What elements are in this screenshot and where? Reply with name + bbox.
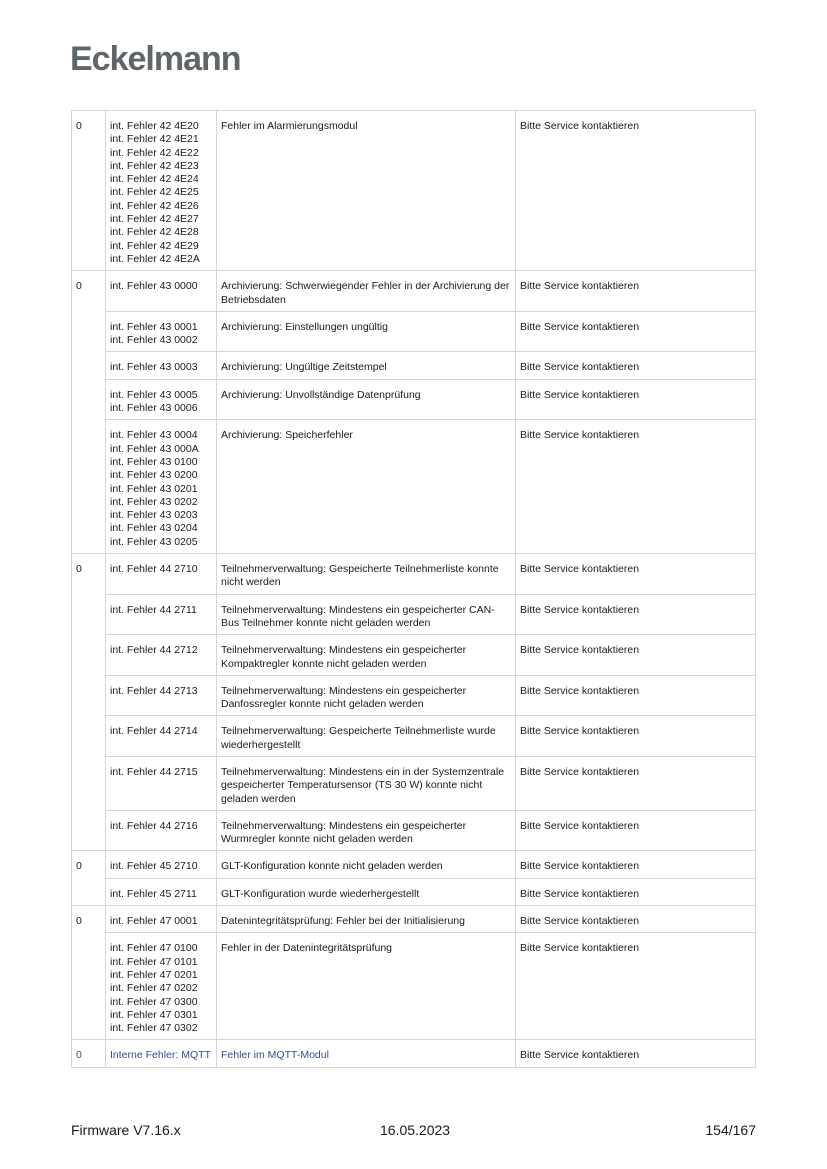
table-row bbox=[72, 1040, 756, 1067]
error-code: int. Fehler 44 2712 bbox=[110, 644, 198, 657]
priority-cell: 0 bbox=[72, 111, 106, 271]
error-code: int. Fehler 43 000A bbox=[110, 442, 199, 455]
action-cell: Bitte Service kontaktieren bbox=[516, 756, 756, 810]
error-code-cell bbox=[106, 594, 217, 635]
error-code: int. Fehler 44 2713 bbox=[110, 684, 198, 697]
error-code-cell bbox=[106, 111, 217, 271]
description-cell: Archivierung: Speicherfehler bbox=[217, 420, 516, 554]
table-row bbox=[72, 851, 756, 878]
error-code: int. Fehler 43 0005 bbox=[110, 388, 198, 401]
error-code: int. Fehler 47 0301 bbox=[110, 1008, 198, 1021]
table-row bbox=[72, 420, 756, 554]
error-code: int. Fehler 43 0201 bbox=[110, 482, 198, 495]
action-cell: Bitte Service kontaktieren bbox=[516, 810, 756, 851]
error-code: int. Fehler 44 2714 bbox=[110, 725, 198, 738]
error-code-cell bbox=[106, 352, 217, 379]
table-row bbox=[72, 111, 756, 271]
error-code-cell bbox=[106, 810, 217, 851]
table-row bbox=[72, 716, 756, 757]
description-cell[interactable]: Fehler im MQTT-Modul bbox=[217, 1040, 516, 1067]
error-code-cell bbox=[106, 878, 217, 905]
error-code: int. Fehler 47 0101 bbox=[110, 955, 198, 968]
action-cell: Bitte Service kontaktieren bbox=[516, 311, 756, 352]
table-row bbox=[72, 352, 756, 379]
description-cell: Archivierung: Unvollständige Datenprüfung bbox=[217, 379, 516, 420]
error-code: int. Fehler 44 2716 bbox=[110, 819, 198, 832]
error-code[interactable]: Interne Fehler: MQTT bbox=[110, 1049, 211, 1062]
error-code: int. Fehler 47 0001 bbox=[110, 915, 198, 928]
description-cell: Fehler im Alarmierungsmodul bbox=[217, 111, 516, 271]
error-code: int. Fehler 43 0100 bbox=[110, 455, 198, 468]
error-code: int. Fehler 43 0004 bbox=[110, 429, 198, 442]
description-cell: Archivierung: Einstellungen ungültig bbox=[217, 311, 516, 352]
error-code: int. Fehler 43 0202 bbox=[110, 495, 198, 508]
error-code: int. Fehler 47 0100 bbox=[110, 942, 198, 955]
error-code-cell bbox=[106, 716, 217, 757]
error-code: int. Fehler 42 4E21 bbox=[110, 133, 199, 146]
table-row bbox=[72, 906, 756, 933]
description-cell: Teilnehmerverwaltung: Mindestens ein gespeicherter Wurmregler konnte nicht geladen werden bbox=[217, 810, 516, 851]
error-code: int. Fehler 45 2710 bbox=[110, 860, 198, 873]
error-code: int. Fehler 42 4E24 bbox=[110, 173, 199, 186]
priority-cell: 0 bbox=[72, 1040, 106, 1067]
priority-cell: 0 bbox=[72, 851, 106, 906]
action-cell: Bitte Service kontaktieren bbox=[516, 878, 756, 905]
footer-version: Firmware V7.16.x bbox=[71, 1122, 181, 1138]
error-code: int. Fehler 42 4E20 bbox=[110, 120, 199, 132]
error-table bbox=[71, 110, 756, 1068]
error-code-cell bbox=[106, 933, 217, 1040]
eckelmann-logo: Eckelmann bbox=[70, 40, 241, 78]
priority-cell: 0 bbox=[72, 554, 106, 851]
action-cell: Bitte Service kontaktieren bbox=[516, 420, 756, 554]
table-row bbox=[72, 675, 756, 716]
error-code-cell bbox=[106, 756, 217, 810]
table-row bbox=[72, 933, 756, 1040]
error-code: int. Fehler 44 2711 bbox=[110, 603, 197, 616]
error-code: int. Fehler 43 0200 bbox=[110, 469, 198, 482]
priority-cell: 0 bbox=[72, 271, 106, 554]
error-code: int. Fehler 44 2715 bbox=[110, 765, 198, 778]
error-code: int. Fehler 43 0204 bbox=[110, 522, 198, 535]
table-row bbox=[72, 594, 756, 635]
error-code: int. Fehler 43 0205 bbox=[110, 535, 198, 548]
error-code: int. Fehler 43 0002 bbox=[110, 334, 198, 347]
description-cell: Teilnehmerverwaltung: Mindestens ein in der Systemzentrale gespeicherter Temperatursensor (TS 30 W) konnte nicht geladen werden bbox=[217, 756, 516, 810]
footer-date: 16.05.2023 bbox=[380, 1122, 451, 1138]
action-cell: Bitte Service kontaktieren bbox=[516, 906, 756, 933]
error-code-cell bbox=[106, 635, 217, 676]
error-code-cell bbox=[106, 675, 217, 716]
error-code-cell bbox=[106, 554, 217, 595]
table-row bbox=[72, 810, 756, 851]
error-code-cell bbox=[106, 271, 217, 312]
error-code: int. Fehler 43 0003 bbox=[110, 361, 198, 374]
table-row bbox=[72, 635, 756, 676]
description-cell: Archivierung: Schwerwiegender Fehler in der Archivierung der Betriebsdaten bbox=[217, 271, 516, 312]
table-row bbox=[72, 756, 756, 810]
action-cell: Bitte Service kontaktieren bbox=[516, 635, 756, 676]
error-code: int. Fehler 42 4E2A bbox=[110, 252, 200, 265]
error-code: int. Fehler 42 4E26 bbox=[110, 199, 199, 212]
error-code-cell bbox=[106, 851, 217, 878]
error-code-cell[interactable] bbox=[106, 1040, 217, 1067]
table-row bbox=[72, 554, 756, 595]
table-row bbox=[72, 311, 756, 352]
footer-page-number: 154/167 bbox=[705, 1122, 756, 1138]
error-code-cell bbox=[106, 379, 217, 420]
error-code: int. Fehler 45 2711 bbox=[110, 887, 197, 900]
table-row bbox=[72, 271, 756, 312]
error-code-cell bbox=[106, 311, 217, 352]
description-cell: Teilnehmerverwaltung: Gespeicherte Teilnehmerliste wurde wiederhergestellt bbox=[217, 716, 516, 757]
error-code-cell bbox=[106, 420, 217, 554]
error-code: int. Fehler 47 0302 bbox=[110, 1022, 198, 1035]
priority-cell: 0 bbox=[72, 906, 106, 1040]
description-cell: Teilnehmerverwaltung: Mindestens ein gespeicherter CAN-Bus Teilnehmer konnte nicht geladen werden bbox=[217, 594, 516, 635]
action-cell: Bitte Service kontaktieren bbox=[516, 271, 756, 312]
description-cell: Fehler in der Datenintegritätsprüfung bbox=[217, 933, 516, 1040]
action-cell: Bitte Service kontaktieren bbox=[516, 554, 756, 595]
error-code: int. Fehler 47 0201 bbox=[110, 968, 198, 981]
description-cell: GLT-Konfiguration wurde wiederhergestellt bbox=[217, 878, 516, 905]
error-code: int. Fehler 44 2710 bbox=[110, 563, 198, 576]
error-code: int. Fehler 42 4E27 bbox=[110, 213, 199, 226]
error-table-body bbox=[72, 111, 756, 1068]
action-cell: Bitte Service kontaktieren bbox=[516, 111, 756, 271]
error-code: int. Fehler 43 0000 bbox=[110, 280, 198, 293]
error-code: int. Fehler 42 4E22 bbox=[110, 146, 199, 159]
action-cell: Bitte Service kontaktieren bbox=[516, 1040, 756, 1067]
description-cell: Teilnehmerverwaltung: Mindestens ein gespeicherter Danfossregler konnte nicht geladen werden bbox=[217, 675, 516, 716]
table-row bbox=[72, 878, 756, 905]
action-cell: Bitte Service kontaktieren bbox=[516, 594, 756, 635]
error-code: int. Fehler 42 4E23 bbox=[110, 159, 199, 172]
table-row bbox=[72, 379, 756, 420]
description-cell: Teilnehmerverwaltung: Mindestens ein gespeicherter Kompaktregler konnte nicht geladen werden bbox=[217, 635, 516, 676]
error-code: int. Fehler 42 4E28 bbox=[110, 226, 199, 239]
action-cell: Bitte Service kontaktieren bbox=[516, 933, 756, 1040]
error-code: int. Fehler 43 0006 bbox=[110, 402, 198, 415]
action-cell: Bitte Service kontaktieren bbox=[516, 379, 756, 420]
error-code: int. Fehler 42 4E29 bbox=[110, 239, 199, 252]
description-cell: Datenintegritätsprüfung: Fehler bei der Initialisierung bbox=[217, 906, 516, 933]
action-cell: Bitte Service kontaktieren bbox=[516, 675, 756, 716]
action-cell: Bitte Service kontaktieren bbox=[516, 851, 756, 878]
error-code: int. Fehler 47 0202 bbox=[110, 982, 198, 995]
description-cell: GLT-Konfiguration konnte nicht geladen werden bbox=[217, 851, 516, 878]
error-code-cell bbox=[106, 906, 217, 933]
action-cell: Bitte Service kontaktieren bbox=[516, 716, 756, 757]
description-cell: Archivierung: Ungültige Zeitstempel bbox=[217, 352, 516, 379]
error-code: int. Fehler 43 0001 bbox=[110, 320, 198, 333]
description-cell: Teilnehmerverwaltung: Gespeicherte Teilnehmerliste konnte nicht werden bbox=[217, 554, 516, 595]
action-cell: Bitte Service kontaktieren bbox=[516, 352, 756, 379]
error-code: int. Fehler 43 0203 bbox=[110, 509, 198, 522]
error-code: int. Fehler 47 0300 bbox=[110, 995, 198, 1008]
error-code: int. Fehler 42 4E25 bbox=[110, 186, 199, 199]
